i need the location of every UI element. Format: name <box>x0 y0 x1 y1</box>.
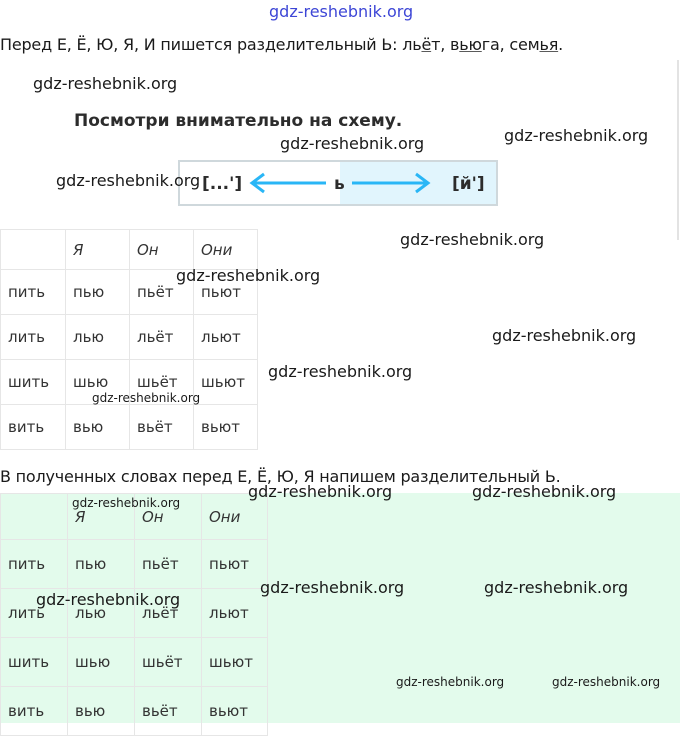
table-cell: шить <box>1 360 66 405</box>
table-header-cell <box>1 494 68 540</box>
table-row <box>1 638 268 687</box>
table-header-cell: Они <box>202 494 268 540</box>
table-header-cell: Он <box>135 494 202 540</box>
table-cell: пьют <box>202 540 268 589</box>
watermark: gdz-reshebnik.org <box>72 496 181 510</box>
table-cell: вью <box>66 405 130 450</box>
prompt-heading: Посмотри внимательно на схему. <box>74 111 403 131</box>
table-cell: лью <box>68 589 135 638</box>
table-cell: лью <box>66 315 130 360</box>
table-cell: льют <box>194 315 258 360</box>
watermark: gdz-reshebnik.org <box>36 590 181 609</box>
table-cell: шью <box>66 360 130 405</box>
watermark: gdz-reshebnik.org <box>472 482 617 501</box>
watermark: gdz-reshebnik.org <box>248 482 393 501</box>
table-cell: льют <box>202 589 268 638</box>
table-cell: шьёт <box>130 360 194 405</box>
table-row <box>1 687 268 736</box>
table-cell: шьют <box>202 638 268 687</box>
table-cell: льёт <box>135 589 202 638</box>
table-cell: пьют <box>194 270 258 315</box>
site-link-top[interactable]: gdz-reshebnik.org <box>269 2 414 21</box>
watermark: gdz-reshebnik.org <box>504 126 649 145</box>
watermark: gdz-reshebnik.org <box>492 326 637 345</box>
table-cell: вью <box>68 687 135 736</box>
watermark: gdz-reshebnik.org <box>56 171 201 190</box>
example-word-3: семья. <box>509 35 564 54</box>
table-cell: шью <box>68 638 135 687</box>
table-cell: шить <box>1 638 68 687</box>
table-cell: лить <box>1 589 68 638</box>
watermark: gdz-reshebnik.org <box>33 74 178 93</box>
scheme-left-label: [...'] <box>202 174 243 194</box>
watermark: gdz-reshebnik.org <box>400 230 545 249</box>
table-cell: пьёт <box>130 270 194 315</box>
rule-statement: Перед Е, Ё, Ю, Я, И пишется разделительный Ь: <box>0 35 403 54</box>
table-cell: вьют <box>202 687 268 736</box>
scheme-diagram <box>178 160 498 206</box>
table-cell: вьют <box>194 405 258 450</box>
answer-table <box>0 493 268 736</box>
image-edge-divider <box>677 60 679 240</box>
table-cell: пьёт <box>135 540 202 589</box>
table-header-cell: Я <box>68 494 135 540</box>
watermark: gdz-reshebnik.org <box>92 391 201 405</box>
watermark: gdz-reshebnik.org <box>280 134 425 153</box>
table-cell: льёт <box>130 315 194 360</box>
table-cell: пить <box>1 270 66 315</box>
table-cell: вить <box>1 687 68 736</box>
table-row <box>1 540 268 589</box>
table-cell: пить <box>1 540 68 589</box>
table-cell: пью <box>68 540 135 589</box>
table-cell: пью <box>66 270 130 315</box>
table-cell: шьёт <box>135 638 202 687</box>
watermark: gdz-reshebnik.org <box>396 675 505 689</box>
rule-text: Перед Е, Ё, Ю, Я, И пишется разделительный Ь: льёт, вьюга, семья. <box>0 35 564 54</box>
watermark: gdz-reshebnik.org <box>268 362 413 381</box>
table-header-cell <box>1 230 66 270</box>
table-cell: вьёт <box>130 405 194 450</box>
table-cell: шьют <box>194 360 258 405</box>
table-header-cell: Я <box>66 230 130 270</box>
table-cell: вить <box>1 405 66 450</box>
example-word-2: вьюга <box>450 35 500 54</box>
watermark: gdz-reshebnik.org <box>552 675 661 689</box>
watermark: gdz-reshebnik.org <box>484 578 629 597</box>
scheme-soft-sign: ь <box>334 174 345 194</box>
table-header-row <box>1 230 258 270</box>
table-cell: лить <box>1 315 66 360</box>
table-header-cell: Он <box>130 230 194 270</box>
watermark: gdz-reshebnik.org <box>260 578 405 597</box>
verb-table <box>0 229 258 450</box>
conclusion-text: В полученных словах перед Е, Ё, Ю, Я напишем разделительный Ь. <box>0 467 561 486</box>
watermark: gdz-reshebnik.org <box>176 266 321 285</box>
table-row <box>1 315 258 360</box>
table-header-cell: Они <box>194 230 258 270</box>
scheme-right-label: [й'] <box>452 174 485 194</box>
table-row <box>1 405 258 450</box>
table-cell: вьёт <box>135 687 202 736</box>
example-word-1: льёт <box>402 35 441 54</box>
